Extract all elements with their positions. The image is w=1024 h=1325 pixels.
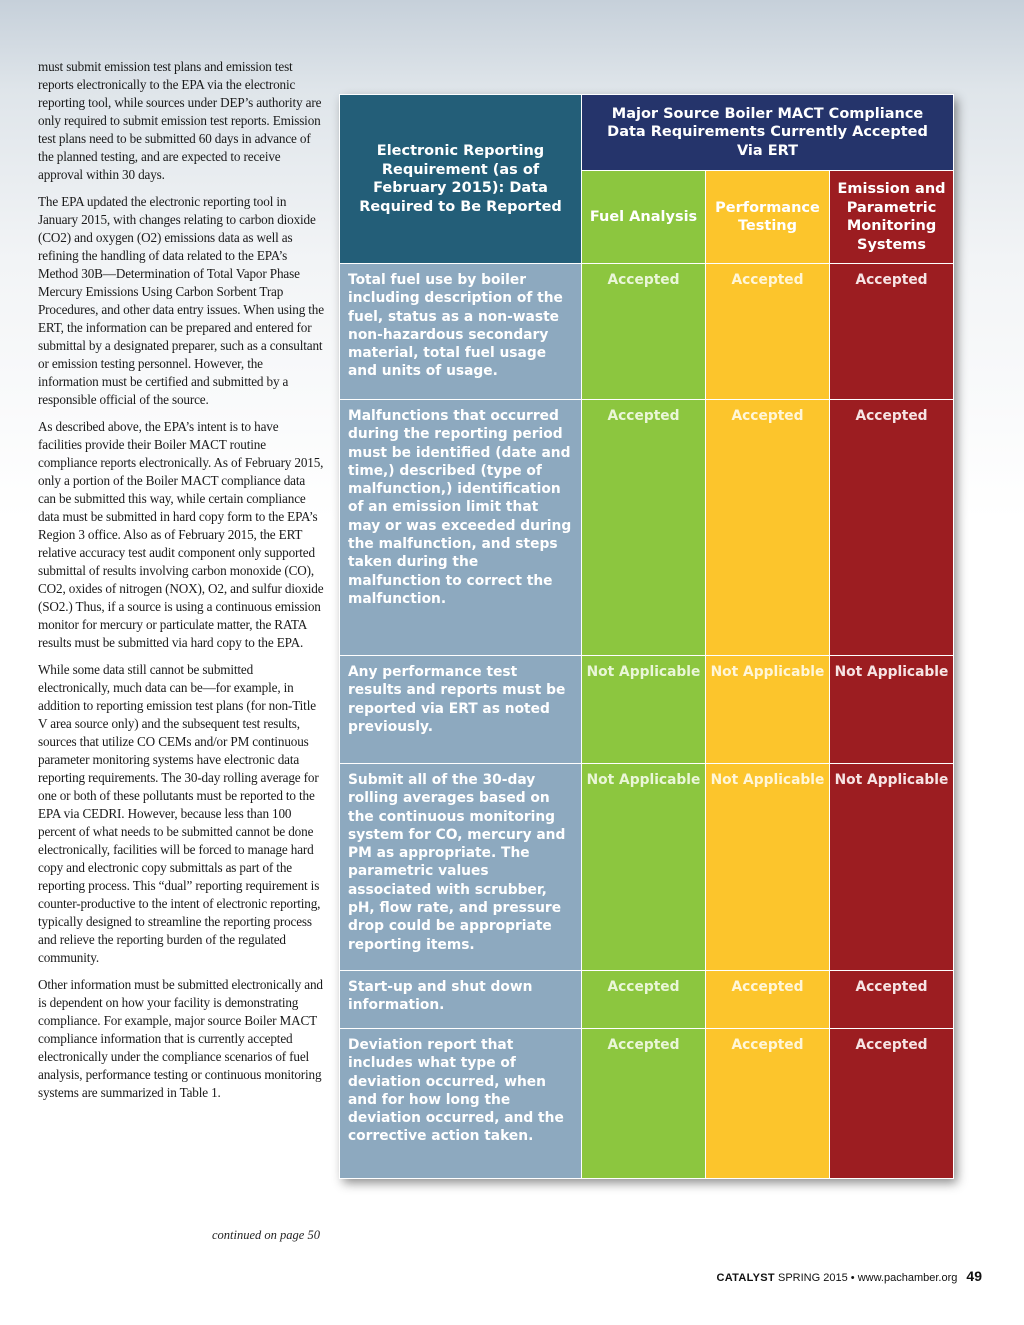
monitoring-systems-header: Emission and Parametric Monitoring Systems — [830, 171, 954, 264]
performance-testing-header: Performance Testing — [706, 171, 830, 264]
requirement-cell: Submit all of the 30-day rolling averages based on the continuous monitoring system for CO, mercury and PM as appropriate. The parametric values associated with scrubber, pH, flow rate, and pressure drop could be appropriate reporting items. — [340, 764, 582, 971]
fuel-analysis-status: Not Applicable — [582, 656, 706, 764]
table-row — [340, 764, 954, 971]
performance-testing-status: Accepted — [706, 1029, 830, 1179]
requirement-cell: Total fuel use by boiler including description of the fuel, status as a non-waste non-hazardous secondary material, total fuel usage and units of usage. — [340, 264, 582, 400]
monitoring-systems-status: Accepted — [830, 400, 954, 656]
monitoring-systems-status: Accepted — [830, 1029, 954, 1179]
article-text-column — [38, 58, 324, 1111]
page-number: 49 — [966, 1268, 982, 1284]
fuel-analysis-status: Accepted — [582, 264, 706, 400]
fuel-analysis-status: Accepted — [582, 971, 706, 1029]
fuel-analysis-status: Not Applicable — [582, 764, 706, 971]
monitoring-systems-status: Not Applicable — [830, 656, 954, 764]
paragraph: The EPA updated the electronic reporting tool in January 2015, with changes relating to carbon dioxide (CO2) and oxygen (O2) emissions data as well as refining the handling of data related to the EPA’s Method 30B—Determination of Total Vapor Phase Mercury Emissions Using Carbon Sorbent Trap Procedures, and other data entry issues. When using the ERT, the information can be prepared and entered for submittal by a designated preparer, such as a consultant or emission testing personnel. However, the information must be certified and submitted by a responsible official of the source. — [38, 194, 324, 407]
website-link[interactable]: www.pachamber.org — [857, 1272, 958, 1284]
monitoring-systems-status: Accepted — [830, 971, 954, 1029]
performance-testing-status: Accepted — [706, 400, 830, 656]
performance-testing-status: Accepted — [706, 264, 830, 400]
monitoring-systems-status: Not Applicable — [830, 764, 954, 971]
table-row — [340, 400, 954, 656]
page-footer — [717, 1268, 982, 1284]
performance-testing-status: Not Applicable — [706, 656, 830, 764]
compliance-group-header: Major Source Boiler MACT Compliance Data Requirements Currently Accepted Via ERT — [582, 95, 954, 171]
requirement-column-header: Electronic Reporting Requirement (as of February 2015): Data Required to Be Reported — [340, 95, 582, 264]
magazine-brand: CATALYST — [716, 1272, 775, 1284]
requirement-cell: Deviation report that includes what type of deviation occurred, when and for how long the deviation occurred, and the corrective action taken. — [340, 1029, 582, 1179]
monitoring-systems-status: Accepted — [830, 264, 954, 400]
ert-table — [339, 94, 954, 1179]
compliance-table — [339, 94, 953, 1178]
paragraph: Other information must be submitted electronically and is dependent on how your facility is demonstrating compliance. For example, major source Boiler MACT compliance information that is currently accepted electronically under the compliance scenarios of fuel analysis, performance testing or continuous monitoring systems are summarized in Table 1. — [38, 977, 323, 1100]
issue-label: SPRING 2015 — [778, 1272, 848, 1284]
fuel-analysis-status: Accepted — [582, 400, 706, 656]
fuel-analysis-header: Fuel Analysis — [582, 171, 706, 264]
footer-bullet: • — [850, 1272, 855, 1284]
performance-testing-status: Accepted — [706, 971, 830, 1029]
requirement-cell: Any performance test results and reports must be reported via ERT as noted previously. — [340, 656, 582, 764]
performance-testing-status: Not Applicable — [706, 764, 830, 971]
table-row — [340, 656, 954, 764]
table-row — [340, 971, 954, 1029]
continued-note: continued on page 50 — [212, 1228, 320, 1242]
fuel-analysis-status: Accepted — [582, 1029, 706, 1179]
paragraph: While some data still cannot be submitted electronically, much data can be—for example, in addition to reporting emission test plans (for non-Title V area source only) and the subsequent test results, sources that utilize CO CEMs and/or PM continuous parameter monitoring systems have electronic data reporting requirements. The 30-day rolling average for one or both of these pollutants must be reported to the EPA via CEDRI. However, because less than 100 percent of what needs to be submitted cannot be done electronically, facilities will be forced to manage hard copy and electronic copy submittals as part of the reporting process. This “dual” reporting requirement is counter-productive to the intent of electronic reporting, typically designed to streamline the reporting process and relieve the reporting burden of the regulated community. — [38, 662, 321, 965]
paragraph: must submit emission test plans and emission test reports electronically to the EPA via the electronic reporting tool, while sources under DEP’s authority are only required to submit emission test reports. Emission test plans need to be submitted 60 days in advance of the planned testing, and are expected to receive approval within 30 days. — [38, 59, 322, 182]
table-row — [340, 1029, 954, 1179]
paragraph: As described above, the EPA’s intent is to have facilities provide their Boiler MACT routine compliance reports electronically. As of February 2015, only a portion of the Boiler MACT compliance data can be submitted this way, while certain compliance data must be submitted in hard copy form to the EPA’s Region 3 office. Also as of February 2015, the ERT relative accuracy test audit component only supported submittal of results involving carbon monoxide (CO), CO2, oxides of nitrogen (NOX), O2, and sulfur dioxide (SO2.) Thus, if a source is using a continuous emission monitor for mercury or particulate matter, the RATA results must be submitted via hard copy to the EPA. — [38, 419, 324, 650]
requirement-cell: Malfunctions that occurred during the reporting period must be identified (date and time,) described (type of malfunction,) identification of an emission limit that may or was exceeded during the malfunction, and steps taken during the malfunction to correct the malfunction. — [340, 400, 582, 656]
requirement-cell: Start-up and shut down information. — [340, 971, 582, 1029]
table-row — [340, 264, 954, 400]
